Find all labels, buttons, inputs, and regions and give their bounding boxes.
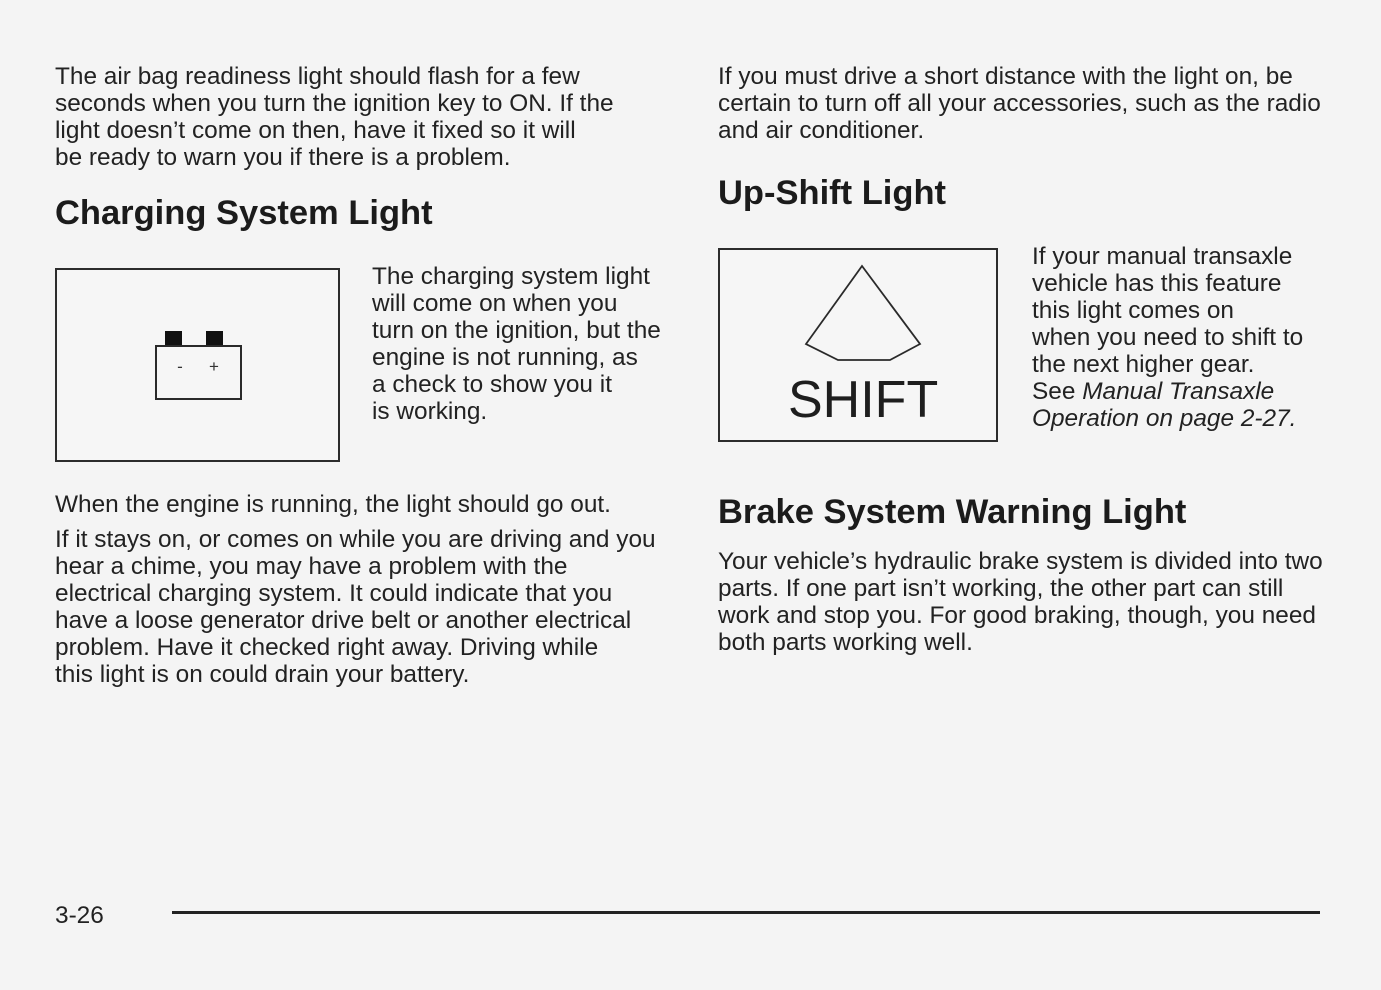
brake-system-warning-light-heading: Brake System Warning Light bbox=[718, 493, 1187, 531]
paragraph-line: parts. If one part isn’t working, the other part can still bbox=[718, 575, 1284, 602]
paragraph-line: vehicle has this feature bbox=[1032, 270, 1282, 297]
paragraph-line: work and stop you. For good braking, though, you need bbox=[718, 602, 1316, 629]
paragraph-line: When the engine is running, the light should go out. bbox=[55, 491, 611, 518]
battery-body bbox=[155, 345, 242, 400]
paragraph-line: a check to show you it bbox=[372, 371, 612, 398]
paragraph-line: If your manual transaxle bbox=[1032, 243, 1293, 270]
charging-system-icon-box bbox=[55, 268, 340, 462]
brake-system-paragraph bbox=[718, 548, 1323, 656]
paragraph-line: is working. bbox=[372, 398, 488, 425]
paragraph-line: when you need to shift to bbox=[1032, 324, 1304, 351]
paragraph-line: this light comes on bbox=[1032, 297, 1234, 324]
paragraph-line: hear a chime, you may have a problem with the bbox=[55, 553, 568, 580]
charging-system-light-heading: Charging System Light bbox=[55, 194, 433, 232]
battery-minus-sign: - bbox=[177, 357, 183, 376]
reference-line bbox=[1032, 378, 1303, 405]
paragraph-line: certain to turn off all your accessories, such as the radio bbox=[718, 90, 1321, 117]
paragraph-line: and air conditioner. bbox=[718, 117, 925, 144]
paragraph-line: this light is on could drain your battery. bbox=[55, 661, 470, 688]
paragraph-line: Your vehicle’s hydraulic brake system is divided into two bbox=[718, 548, 1323, 575]
paragraph-line: The air bag readiness light should flash for a few bbox=[55, 63, 580, 90]
short-distance-paragraph bbox=[718, 63, 1321, 144]
manual-reference-title: Manual Transaxle bbox=[1082, 378, 1275, 405]
up-shift-icon-box bbox=[718, 248, 998, 442]
paragraph-line: turn on the ignition, but the bbox=[372, 317, 661, 344]
battery-negative-terminal bbox=[165, 331, 182, 345]
paragraph-line: have a loose generator drive belt or another electrical bbox=[55, 607, 632, 634]
paragraph-line: The charging system light bbox=[372, 263, 650, 290]
paragraph-line: both parts working well. bbox=[718, 629, 973, 656]
battery-positive-terminal bbox=[206, 331, 223, 345]
shift-label: SHIFT bbox=[788, 371, 939, 429]
footer-rule bbox=[172, 911, 1320, 914]
up-shift-description bbox=[1032, 243, 1303, 432]
charging-warning-paragraph bbox=[55, 526, 656, 688]
see-prefix: See bbox=[1032, 378, 1076, 405]
paragraph-line: be ready to warn you if there is a problem. bbox=[55, 144, 511, 171]
paragraph-line: engine is not running, as bbox=[372, 344, 638, 371]
engine-running-note bbox=[55, 491, 611, 518]
up-shift-light-heading: Up-Shift Light bbox=[718, 174, 947, 212]
paragraph-line: If it stays on, or comes on while you are driving and you bbox=[55, 526, 656, 553]
paragraph-line: will come on when you bbox=[372, 290, 618, 317]
battery-plus-sign: + bbox=[209, 357, 219, 376]
paragraph-line: problem. Have it checked right away. Driving while bbox=[55, 634, 599, 661]
charging-system-description bbox=[372, 263, 661, 425]
paragraph-line: the next higher gear. bbox=[1032, 351, 1255, 378]
paragraph-line: light doesn’t come on then, have it fixed so it will bbox=[55, 117, 576, 144]
paragraph-line: If you must drive a short distance with the light on, be bbox=[718, 63, 1293, 90]
manual-reference-page: Operation on page 2-27. bbox=[1032, 405, 1297, 432]
page-number: 3-26 bbox=[55, 902, 104, 929]
paragraph-line: seconds when you turn the ignition key to ON. If the bbox=[55, 90, 614, 117]
airbag-readiness-paragraph bbox=[55, 63, 614, 171]
paragraph-line: electrical charging system. It could indicate that you bbox=[55, 580, 613, 607]
